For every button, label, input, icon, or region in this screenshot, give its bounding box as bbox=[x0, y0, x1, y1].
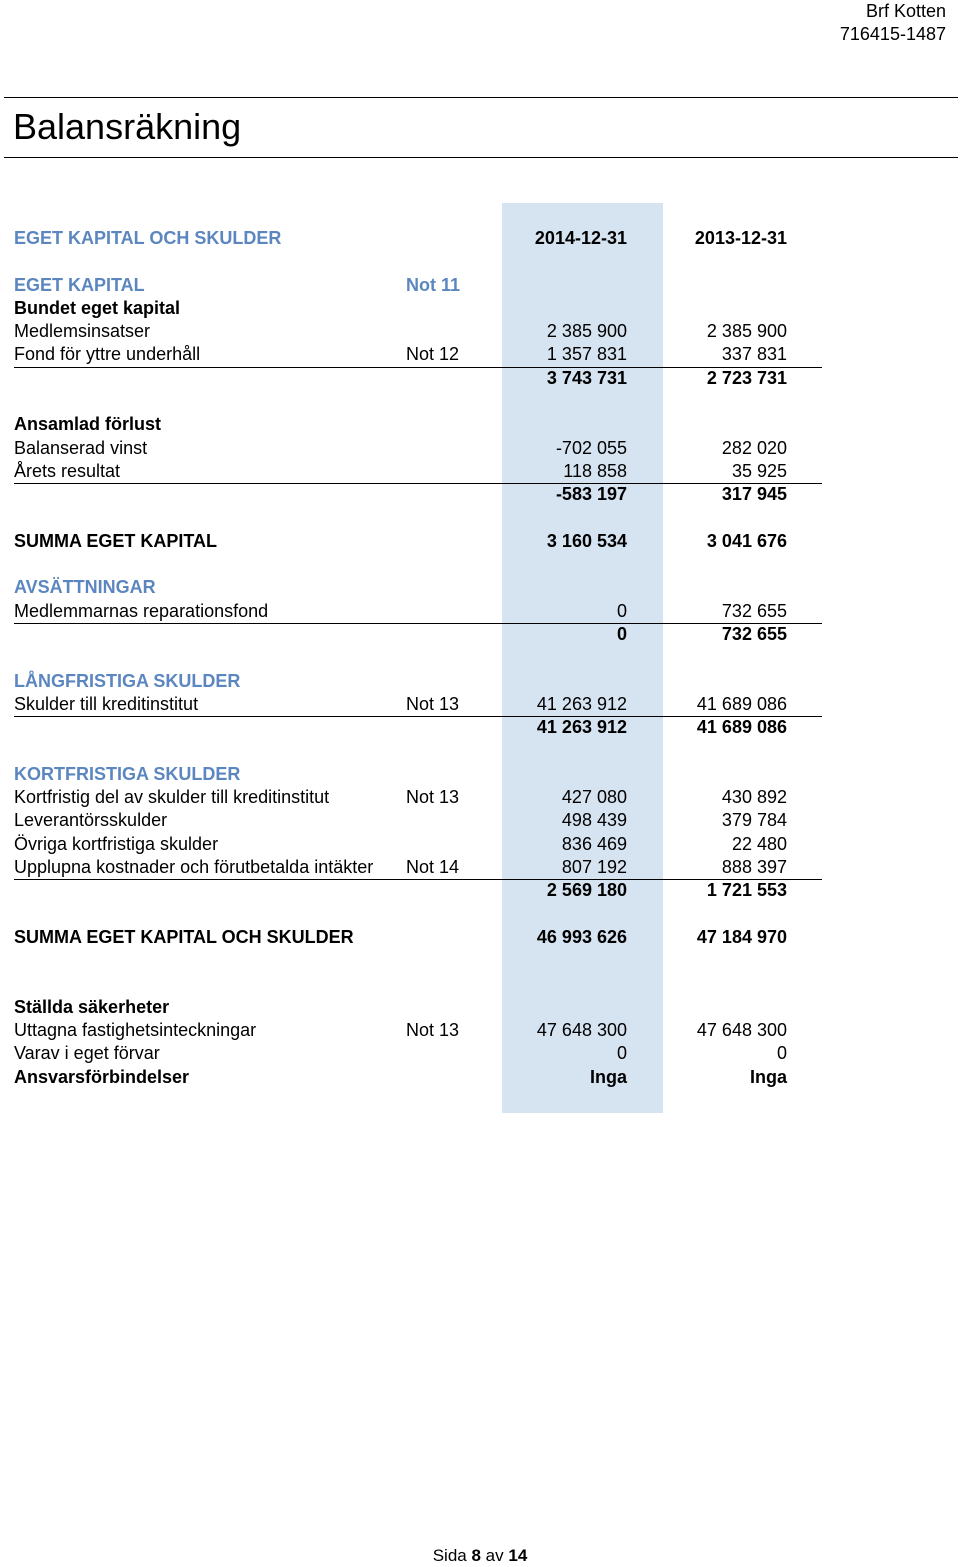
table-row bbox=[0, 996, 960, 1019]
row-label: Skulder till kreditinstitut bbox=[14, 693, 199, 714]
spacer-row bbox=[0, 973, 960, 996]
row-label: Årets resultat bbox=[14, 460, 121, 481]
table-row bbox=[0, 437, 960, 460]
row-value-2014: 427 080 bbox=[561, 787, 627, 808]
row-value-2013: 379 784 bbox=[721, 810, 787, 831]
table-row bbox=[0, 786, 960, 809]
row-value-2013: 1 721 553 bbox=[706, 880, 787, 901]
row-note: Not 13 bbox=[406, 1020, 460, 1041]
spacer-row bbox=[0, 740, 960, 763]
row-label: Bundet eget kapital bbox=[14, 297, 181, 318]
spacer-row bbox=[0, 390, 960, 413]
page-header-org bbox=[840, 0, 946, 46]
row-value-2014: 0 bbox=[616, 624, 627, 645]
table-row bbox=[0, 343, 960, 366]
row-value-2013: 337 831 bbox=[721, 344, 787, 365]
row-value-2013: Inga bbox=[749, 1066, 787, 1087]
row-label: Fond för yttre underhåll bbox=[14, 344, 201, 365]
row-value-2014: 1 357 831 bbox=[546, 344, 627, 365]
title-divider bbox=[4, 157, 958, 158]
row-label: Medlemmarnas reparationsfond bbox=[14, 600, 269, 621]
row-value-2013: 732 655 bbox=[721, 624, 787, 645]
row-label: Kortfristig del av skulder till kreditinstitut bbox=[14, 787, 330, 808]
table-row bbox=[0, 670, 960, 693]
table-row bbox=[0, 460, 960, 483]
table-row bbox=[0, 1019, 960, 1042]
row-note: Not 14 bbox=[406, 857, 460, 878]
row-value-2014: Inga bbox=[589, 1066, 627, 1087]
row-value-2014: 3 743 731 bbox=[546, 367, 627, 388]
column-header-2013: 2013-12-31 bbox=[694, 228, 787, 248]
row-label: KORTFRISTIGA SKULDER bbox=[14, 763, 241, 784]
row-value-2013: 317 945 bbox=[721, 484, 787, 505]
table-row bbox=[0, 693, 960, 716]
org-number: 716415-1487 bbox=[839, 24, 946, 44]
row-value-2013: 888 397 bbox=[721, 857, 787, 878]
row-note: Not 11 bbox=[406, 274, 461, 295]
row-note: Not 12 bbox=[406, 344, 460, 365]
row-label: Ställda säkerheter bbox=[14, 996, 170, 1017]
table-row bbox=[0, 600, 960, 623]
row-label: SUMMA EGET KAPITAL OCH SKULDER bbox=[14, 926, 354, 947]
row-value-2013: 732 655 bbox=[721, 600, 787, 621]
row-value-2014: 41 263 912 bbox=[536, 717, 627, 738]
row-value-2013: 3 041 676 bbox=[706, 530, 787, 551]
footer-mid: av bbox=[485, 1546, 504, 1565]
header-divider bbox=[4, 97, 958, 98]
page-title: Balansräkning bbox=[13, 106, 242, 147]
row-value-2014: -583 197 bbox=[555, 484, 627, 505]
table-row bbox=[0, 297, 960, 320]
row-value-2014: -702 055 bbox=[555, 437, 627, 458]
footer-prefix: Sida bbox=[432, 1546, 467, 1565]
row-value-2013: 2 385 900 bbox=[706, 321, 787, 342]
column-header-2014: 2014-12-31 bbox=[534, 228, 627, 248]
org-name: Brf Kotten bbox=[865, 1, 946, 21]
spacer-row bbox=[0, 553, 960, 576]
table-row bbox=[0, 274, 960, 297]
row-value-2013: 0 bbox=[776, 1043, 787, 1064]
row-label: LÅNGFRISTIGA SKULDER bbox=[14, 670, 241, 691]
table-row bbox=[0, 530, 960, 553]
row-value-2014: 836 469 bbox=[561, 833, 627, 854]
row-value-2013: 282 020 bbox=[721, 437, 787, 458]
spacer-row bbox=[0, 646, 960, 669]
row-value-2014: 118 858 bbox=[563, 460, 627, 481]
table-row bbox=[0, 879, 960, 902]
spacer-row bbox=[0, 507, 960, 530]
row-value-2014: 2 385 900 bbox=[546, 321, 627, 342]
table-row bbox=[0, 320, 960, 343]
page-footer bbox=[0, 1546, 960, 1566]
row-value-2013: 47 184 970 bbox=[696, 926, 787, 947]
row-value-2013: 41 689 086 bbox=[696, 717, 787, 738]
table-row bbox=[0, 367, 960, 390]
table-row bbox=[0, 576, 960, 599]
table-row bbox=[0, 1066, 960, 1089]
row-value-2014: 2 569 180 bbox=[546, 880, 627, 901]
balance-table bbox=[0, 227, 960, 1089]
section-title: EGET KAPITAL OCH SKULDER bbox=[14, 228, 282, 248]
footer-total: 14 bbox=[508, 1546, 528, 1565]
table-row bbox=[0, 1042, 960, 1065]
row-label: Ansamlad förlust bbox=[14, 414, 162, 435]
spacer-row bbox=[0, 250, 960, 273]
row-label: Medlemsinsatser bbox=[14, 321, 151, 342]
row-value-2014: 807 192 bbox=[561, 857, 627, 878]
table-row bbox=[0, 716, 960, 739]
row-note: Not 13 bbox=[406, 693, 460, 714]
row-value-2014: 47 648 300 bbox=[536, 1020, 627, 1041]
row-value-2013: 47 648 300 bbox=[696, 1020, 787, 1041]
table-row bbox=[0, 413, 960, 436]
row-value-2014: 41 263 912 bbox=[536, 693, 627, 714]
row-value-2013: 22 480 bbox=[731, 833, 787, 854]
row-value-2013: 2 723 731 bbox=[706, 367, 787, 388]
table-row bbox=[0, 856, 960, 879]
column-header-row bbox=[0, 227, 960, 250]
row-value-2014: 0 bbox=[616, 600, 627, 621]
row-label: EGET KAPITAL bbox=[14, 274, 145, 295]
row-value-2014: 0 bbox=[616, 1043, 627, 1064]
table-row bbox=[0, 623, 960, 646]
footer-page: 8 bbox=[471, 1546, 481, 1565]
row-value-2013: 41 689 086 bbox=[696, 693, 787, 714]
row-label: Balanserad vinst bbox=[14, 437, 148, 458]
table-row bbox=[0, 483, 960, 506]
row-value-2013: 35 925 bbox=[731, 460, 787, 481]
row-label: Uttagna fastighetsinteckningar bbox=[14, 1020, 257, 1041]
row-label: SUMMA EGET KAPITAL bbox=[14, 530, 217, 551]
row-label: AVSÄTTNINGAR bbox=[14, 577, 156, 598]
table-row bbox=[0, 763, 960, 786]
row-label: Upplupna kostnader och förutbetalda intäkter bbox=[14, 857, 374, 878]
row-label: Leverantörsskulder bbox=[14, 810, 168, 831]
row-label: Varav i eget förvar bbox=[14, 1043, 160, 1064]
table-row bbox=[0, 833, 960, 856]
row-label: Ansvarsförbindelser bbox=[14, 1066, 190, 1087]
row-note: Not 13 bbox=[406, 787, 460, 808]
table-row bbox=[0, 926, 960, 949]
row-value-2014: 498 439 bbox=[561, 810, 627, 831]
table-row bbox=[0, 809, 960, 832]
row-value-2013: 430 892 bbox=[721, 787, 787, 808]
row-label: Övriga kortfristiga skulder bbox=[14, 833, 219, 854]
spacer-row bbox=[0, 949, 960, 972]
spacer-row bbox=[0, 903, 960, 926]
row-value-2014: 3 160 534 bbox=[546, 530, 627, 551]
row-value-2014: 46 993 626 bbox=[536, 926, 627, 947]
